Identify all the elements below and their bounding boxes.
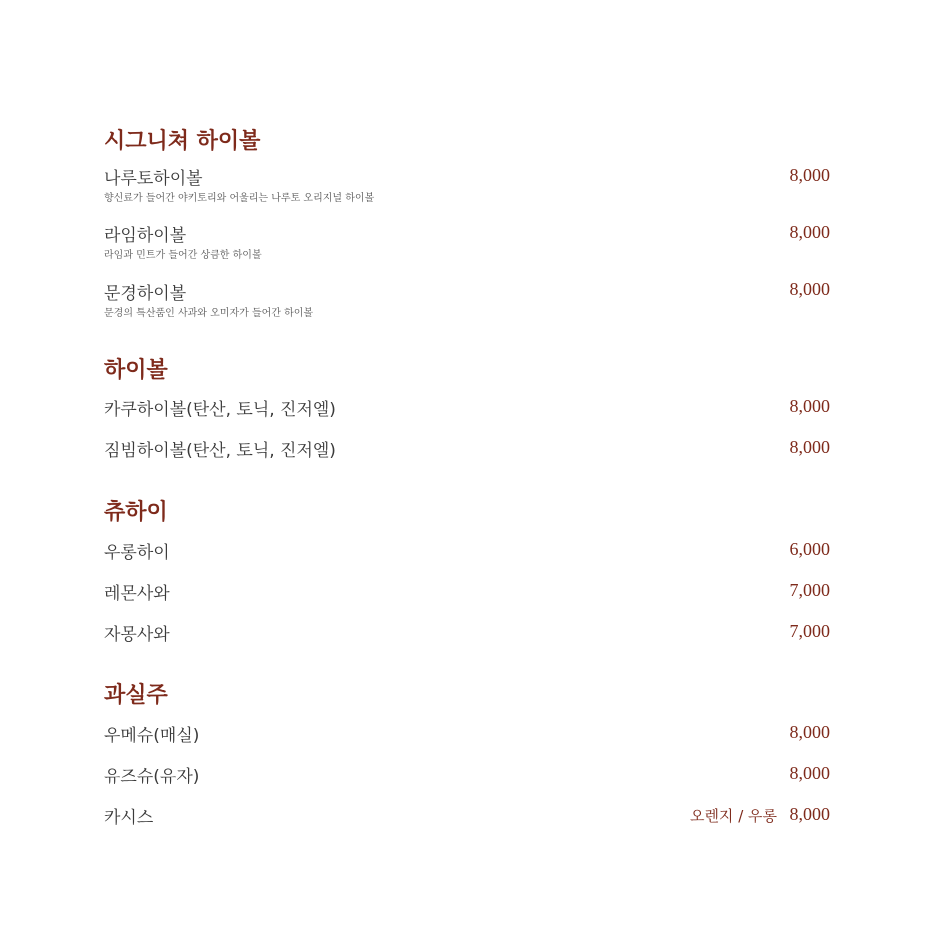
item-price-grapefruit-sour: 7,000 xyxy=(789,621,830,641)
item-desc-lime-highball: 라임과 민트가 들어간 상큼한 하이볼 xyxy=(104,250,262,261)
item-name-umeshu: 우메슈(매실) xyxy=(104,726,200,746)
item-price-cassis: 8,000 xyxy=(789,804,830,824)
item-name-cassis: 카시스 xyxy=(104,808,154,828)
item-desc-naruto-highball: 향신료가 들어간 야키토리와 어울리는 나루토 오리지널 하이볼 xyxy=(104,193,375,204)
item-name-mungyeong-highball: 문경하이볼 xyxy=(104,284,187,304)
item-option-cassis: 오렌지 / 우롱 xyxy=(689,807,777,825)
section-title-fruit-wine: 과실주 xyxy=(104,683,168,708)
item-name-grapefruit-sour: 자몽사와 xyxy=(104,625,170,645)
section-title-signature-highball: 시그니쳐 하이볼 xyxy=(104,129,261,154)
item-price-jimbeam-highball: 8,000 xyxy=(789,437,830,457)
item-name-oolong-hai: 우롱하이 xyxy=(104,543,170,563)
item-price-oolong-hai: 6,000 xyxy=(789,539,830,559)
item-price-naruto-highball: 8,000 xyxy=(789,165,830,185)
item-price-kaku-highball: 8,000 xyxy=(789,396,830,416)
item-price-umeshu: 8,000 xyxy=(789,722,830,742)
item-desc-mungyeong-highball: 문경의 특산품인 사과와 오미자가 들어간 하이볼 xyxy=(104,308,314,319)
item-price-lemon-sour: 7,000 xyxy=(789,580,830,600)
item-name-kaku-highball: 카쿠하이볼(탄산, 토닉, 진저엘) xyxy=(104,400,336,420)
item-name-yuzushu: 유즈슈(유자) xyxy=(104,767,200,787)
item-name-lemon-sour: 레몬사와 xyxy=(104,584,170,604)
item-price-lime-highball: 8,000 xyxy=(789,222,830,242)
item-name-lime-highball: 라임하이볼 xyxy=(104,226,187,246)
item-price-yuzushu: 8,000 xyxy=(789,763,830,783)
item-name-naruto-highball: 나루토하이볼 xyxy=(104,169,203,189)
section-title-highball: 하이볼 xyxy=(104,358,168,383)
item-price-mungyeong-highball: 8,000 xyxy=(789,279,830,299)
item-name-jimbeam-highball: 짐빔하이볼(탄산, 토닉, 진저엘) xyxy=(104,441,336,461)
section-title-chuhai: 츄하이 xyxy=(104,500,168,525)
